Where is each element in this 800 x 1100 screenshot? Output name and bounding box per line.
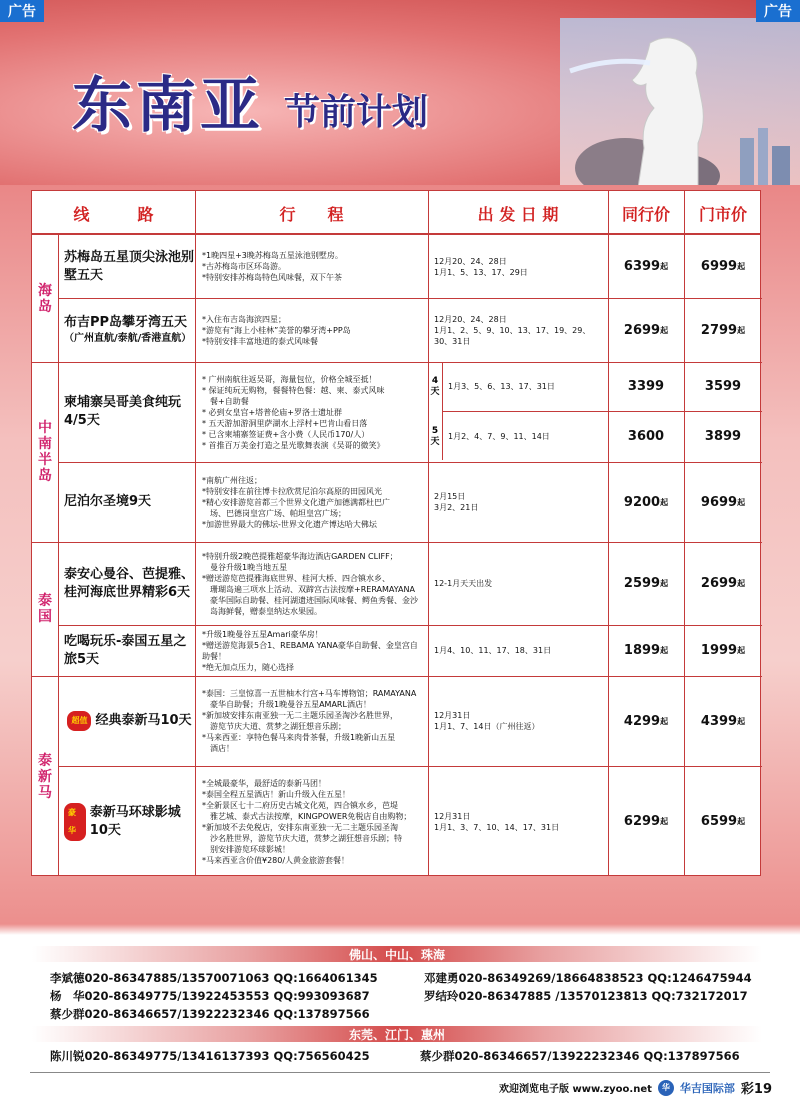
value-badge: 超值 [67, 711, 91, 731]
peer-price [608, 235, 684, 298]
route-title: 吃喝玩乐-泰国五星之旅5天 [64, 633, 187, 667]
price-value: 6599 [700, 814, 738, 829]
departure-dates [444, 362, 608, 411]
departure-dates [430, 766, 608, 877]
merlion-skyline-illustration [500, 18, 800, 185]
itinerary-line: * 首推百万美金打造之星光歌舞表演《吴哥的微笑》 [202, 440, 385, 450]
footer-website-text: 欢迎浏览电子版 www.zyoo.net [498, 1084, 652, 1095]
route-name [58, 676, 195, 766]
date-line: 1月3、5、6、13、17、31日 [448, 382, 555, 391]
price-value: 2799 [700, 322, 738, 338]
itinerary-line: 场、巴德岗皇宫广场、帕坦皇宫广场； [202, 508, 346, 518]
ad-label-left: 广告 [0, 0, 44, 22]
price-value: 4299 [623, 713, 661, 729]
brand-name: 华吉国际部 [679, 1081, 735, 1095]
route-subtitle: （广州直航/泰航/香港直航） [64, 333, 192, 344]
price-unit: 起 [660, 497, 669, 507]
itinerary-line: 珊瑚岛遍三项水上活动、双蹄宫古法按摩+RERAMAYANA [202, 584, 415, 594]
itinerary [199, 542, 427, 625]
itinerary-line: 岛海鲜餐，赠泰皇纳达水果园。 [202, 606, 322, 616]
peer-price [608, 298, 684, 362]
date-line: 1月1、7、14日（广州往返） [434, 722, 540, 731]
header-retail-price: 门市价 [698, 204, 747, 224]
price-unit: 起 [660, 325, 669, 335]
itinerary-line: *新加坡安排东南亚独一无二主题乐园圣淘沙名胜世界， [202, 711, 398, 720]
itinerary-line: 雅艺城、泰式古法按摩，KINGPOWER免税店自由购物； [202, 811, 412, 821]
price-value: 6299 [623, 814, 661, 829]
itinerary-line: *特别安排苏梅岛特色风味餐，双下午茶 [202, 273, 342, 282]
itinerary-line: *泰国全程五星酒店！新山升级入住五星！ [202, 789, 350, 799]
departure-dates [430, 542, 608, 625]
itinerary-line: 豪华自助餐；升级1晚曼谷五星AMARL酒店！ [202, 700, 371, 709]
retail-price [684, 625, 762, 676]
itinerary-line: *特别升级2晚芭提雅超豪华海边酒店GARDEN CLIFF； [202, 551, 398, 561]
itinerary-line: *1晚四星+3晚苏梅岛五星泳池别墅房。 [202, 251, 343, 260]
footer [499, 1078, 772, 1097]
peer-price [608, 766, 684, 877]
itinerary [199, 298, 427, 362]
date-line: 12-1月天天出发 [434, 579, 493, 588]
retail-price: 3599 [704, 379, 742, 394]
price-unit: 起 [660, 579, 669, 588]
retail-price [684, 676, 762, 766]
route-name [58, 235, 195, 298]
price-value: 2699 [623, 322, 661, 338]
date-line: 12月31日 [434, 711, 471, 720]
route-name [58, 625, 195, 676]
page-subtitle: 节前计划 [284, 91, 429, 133]
retail-price [684, 298, 762, 362]
table-rule [442, 362, 443, 460]
departure-dates [430, 676, 608, 766]
price-unit: 起 [737, 325, 746, 335]
peer-price [608, 462, 684, 542]
itinerary [199, 462, 427, 542]
table-header [32, 191, 760, 235]
price-value: 1899 [623, 643, 661, 658]
contact-line: 陈川锐020-86349775/13416137393 QQ:756560425 [50, 1049, 370, 1063]
date-line: 1月1、3、7、10、14、17、31日 [434, 822, 560, 832]
date-line: 1月1、2、5、9、10、13、17、19、29、 [434, 325, 591, 335]
itinerary-line: *精心安排游览首都三个世界文化遗产加德满都杜巴广 [202, 497, 390, 507]
date-line: 30、31日 [434, 336, 471, 346]
itinerary-line: *马来西亚含价值¥280/人黄金旅游套餐！ [202, 855, 350, 865]
route-title: 尼泊尔圣境9天 [64, 494, 152, 509]
route-title: 布吉PP岛攀牙湾五天 [64, 315, 188, 330]
peer-price: 3399 [627, 379, 665, 394]
price-value: 2699 [700, 576, 738, 591]
contact-line: 蔡少群020-86346657/13922232346 QQ:137897566 [420, 1049, 740, 1063]
category-island: 海岛 [38, 282, 52, 315]
itinerary-line: *游览有“海上小桂林”美誉的攀牙湾+PP岛 [202, 325, 351, 335]
contact-line: 罗结玲020-86347885 /13570123813 QQ:732172017 [424, 989, 748, 1003]
price-value: 9200 [623, 494, 661, 510]
itinerary-line: *新加坡不去免税店，安排东南亚独一无二主题乐园圣淘 [202, 822, 398, 832]
peer-price: 3600 [627, 429, 665, 444]
route-title: 柬埔寨吴哥美食纯玩4/5天 [64, 395, 182, 428]
itinerary-line: 沙名胜世界，游览节庆大道，赏梦之湖狂想音乐剧；特 [202, 833, 402, 843]
price-unit: 起 [737, 817, 746, 826]
peer-price [608, 676, 684, 766]
itinerary-line: * 保证纯玩无购物，餐餐特色餐：越、柬、泰式风味 [202, 385, 385, 395]
price-value: 1999 [700, 643, 738, 658]
price-unit: 起 [660, 646, 669, 655]
itinerary [199, 625, 427, 676]
itinerary-line: *南航广州往返； [202, 475, 262, 485]
itinerary-line: *特别安排丰富地道的泰式风味餐 [202, 336, 318, 346]
itinerary [199, 766, 427, 877]
retail-price [684, 462, 762, 542]
itinerary-line: *绝无加点压力，随心选择 [202, 662, 294, 672]
price-unit: 起 [737, 262, 746, 271]
price-unit: 起 [737, 579, 746, 588]
itinerary-line: *升级1晚曼谷五星Amari豪华房！ [202, 629, 323, 639]
itinerary-line: *加游世界最大的佛坛-世界文化遗产博达哈大佛坛 [202, 519, 377, 529]
luxury-badge: 豪华 [64, 803, 86, 841]
contact-line: 杨 华020-86349775/13922453553 QQ:993093687 [50, 989, 370, 1003]
itinerary-line: 酒店！ [202, 744, 234, 753]
itinerary-line: *赠送游览芭提雅海底世界、桂河大桥、四合镇水乡、 [202, 573, 390, 583]
itinerary-line: 游览节庆大道、赏梦之湖狂想音乐剧； [202, 722, 346, 731]
peer-price [608, 625, 684, 676]
route-name [58, 362, 195, 462]
itinerary-line: * 五天游加游洞里萨湖水上浮村+巴肯山看日落 [202, 418, 368, 428]
price-unit: 起 [660, 262, 669, 271]
price-unit: 起 [737, 716, 746, 726]
departure-dates [430, 462, 608, 542]
tour-price-table [31, 190, 761, 876]
price-value: 2599 [623, 576, 661, 591]
itinerary-line: 餐+自助餐 [202, 396, 249, 406]
header-dates: 出 发 日 期 [477, 204, 559, 224]
page-title: 东南亚 [72, 71, 264, 141]
price-value: 4399 [700, 713, 738, 729]
contact-line: 邓建勇020-86349269/18664838523 QQ:1246475944 [424, 971, 752, 985]
itinerary [199, 235, 427, 298]
header-itinerary: 行 程 [279, 204, 344, 224]
retail-price: 3899 [704, 429, 742, 444]
route-title: 泰安心曼谷、芭提雅、桂河海底世界精彩6天 [64, 566, 195, 600]
table-rule [195, 191, 196, 875]
itinerary-line: *古苏梅岛市区环岛游。 [202, 262, 286, 271]
brand-logo-icon: 华 [658, 1080, 674, 1096]
route-name [58, 542, 195, 625]
category-indochina: 中南半岛 [38, 420, 52, 484]
date-line: 2月15日 [434, 492, 466, 501]
date-line: 1月2、4、7、9、11、14日 [448, 432, 550, 441]
category-sg-my: 泰新马 [38, 752, 52, 801]
retail-price [684, 766, 762, 877]
price-value: 6999 [700, 259, 738, 274]
route-title: 经典泰新马10天 [95, 713, 192, 728]
itinerary-line: 曼谷升级1晚当地五星 [202, 562, 288, 572]
price-value: 6399 [623, 259, 661, 274]
page-number: 彩19 [740, 1082, 772, 1097]
price-unit: 起 [660, 716, 669, 726]
date-line: 12月20、24、28日 [434, 256, 507, 266]
contact-line: 李斌德020-86347885/13570071063 QQ:1664061345 [50, 971, 378, 985]
ad-label-right: 广告 [756, 0, 800, 22]
date-line: 1月1、5、13、17、29日 [434, 267, 528, 277]
price-unit: 起 [737, 646, 746, 655]
region-bar: 佛山、中山、珠海 [32, 946, 762, 962]
departure-dates [444, 411, 608, 462]
itinerary [199, 676, 427, 766]
itinerary-line: *特别安排在前往博卡拉欣赏尼泊尔高原的田园风光 [202, 486, 382, 496]
route-name [58, 462, 195, 542]
route-name [58, 298, 195, 362]
header-route: 线 路 [73, 204, 154, 224]
itinerary-line: * 必到女皇宫+塔普伦庙+罗洛士遗址群 [202, 407, 342, 417]
departure-dates [430, 625, 608, 676]
retail-price [684, 235, 762, 298]
peer-price [608, 542, 684, 625]
itinerary-line: *赠送游览海景5合1、REBAMA YANA豪华自助餐、金皇宫自助餐！ [202, 640, 418, 661]
itinerary-line: 豪华国际自助餐、桂河湖遗迹国际风味餐、鳄鱼秀餐、金沙 [202, 595, 418, 605]
itinerary-line: *全城最豪华，最舒适的泰新马团！ [202, 778, 326, 788]
route-title: 苏梅岛五星顶尖泳池别墅五天 [64, 249, 195, 283]
itinerary-line: *泰国：三皇惊喜一五世柚木行宫+马车博物馆；RAMAYANA [202, 689, 417, 698]
date-line: 12月20、24、28日 [434, 314, 507, 324]
itinerary [199, 362, 427, 462]
price-unit: 起 [660, 817, 669, 826]
duration-label: 5天 [430, 425, 440, 447]
footer-divider [30, 1072, 770, 1073]
itinerary-line: * 广州南航往返吴哥，海量包位，价格全城至抵！ [202, 374, 377, 384]
route-name [58, 766, 195, 877]
header-peer-price: 同行价 [621, 204, 670, 224]
itinerary-line: 别安排游览环球影城！ [202, 844, 290, 854]
departure-dates [430, 298, 608, 362]
price-unit: 起 [737, 497, 746, 507]
itinerary-line: *马来西亚：享特色餐马来肉骨茶餐，升级1晚新山五星 [202, 733, 396, 742]
route-title: 泰新马环球影城10天 [89, 804, 181, 838]
date-line: 3月2、21日 [434, 503, 479, 512]
table-rule [428, 191, 429, 875]
region-bar: 东莞、江门、惠州 [32, 1026, 762, 1042]
departure-dates [430, 235, 608, 298]
duration-label: 4天 [430, 375, 440, 397]
itinerary-line: *入住布吉岛海滨四星； [202, 314, 286, 324]
date-line: 1月4、10、11、17、18、31日 [434, 646, 552, 655]
price-value: 9699 [700, 494, 738, 510]
category-thailand: 泰国 [38, 593, 52, 625]
retail-price [684, 542, 762, 625]
date-line: 12月31日 [434, 811, 471, 821]
itinerary-line: *全新景区七十二府历史古城文化苑，四合镇水乡，芭堤 [202, 800, 398, 810]
itinerary-line: * 已含柬埔寨签证费+含小费（人民币170/人） [202, 429, 370, 439]
contact-line: 蔡少群020-86346657/13922232346 QQ:137897566 [50, 1007, 370, 1021]
